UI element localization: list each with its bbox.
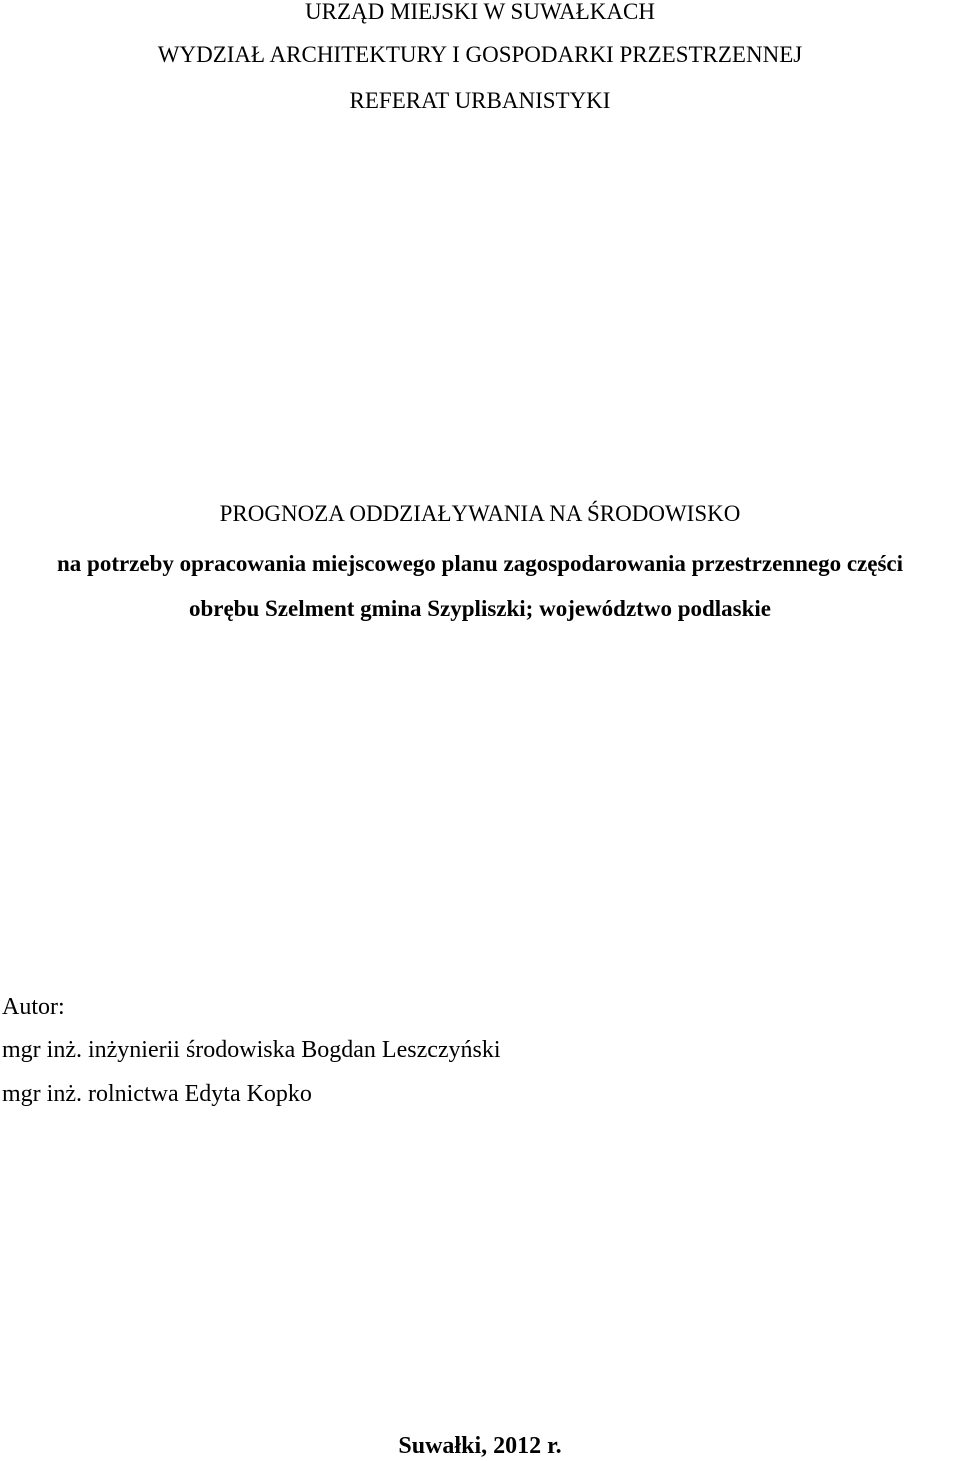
header-institution: URZĄD MIEJSKI W SUWAŁKACH [305, 0, 655, 24]
header-unit: REFERAT URBANISTYKI [349, 88, 611, 113]
document-subtitle-line-1: na potrzeby opracowania miejscowego planu zagospodarowania przestrzennego części [56, 551, 903, 576]
header-department: WYDZIAŁ ARCHITEKTURY I GOSPODARKI PRZESTRZENNEJ [157, 42, 803, 67]
document-title: PROGNOZA ODDZIAŁYWANIA NA ŚRODOWISKO [219, 501, 741, 526]
author-2: mgr inż. rolnictwa Edyta Kopko [2, 1081, 312, 1107]
document-subtitle-line-2: obrębu Szelment gmina Szypliszki; województwo podlaskie [188, 596, 772, 621]
place-and-date: Suwałki, 2012 r. [398, 1433, 562, 1459]
authors-label: Autor: [2, 994, 65, 1020]
author-1: mgr inż. inżynierii środowiska Bogdan Leszczyński [2, 1037, 501, 1063]
